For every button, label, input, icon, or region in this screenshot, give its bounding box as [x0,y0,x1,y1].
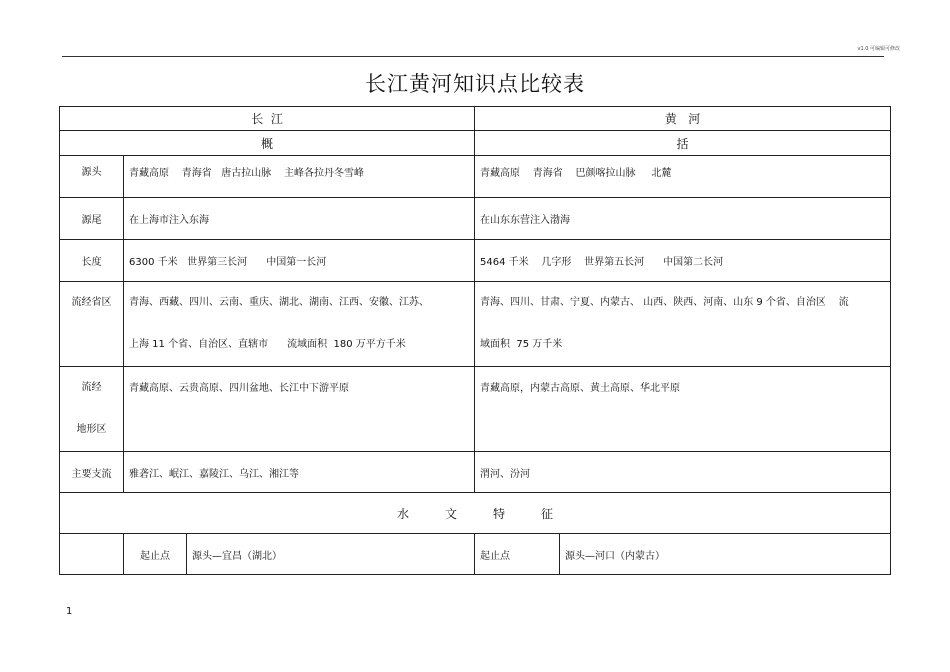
page-number: 1 [66,606,73,617]
section-hydro-row [60,493,891,534]
hh-hydro-value: 源头—河口（内蒙古） [560,534,891,575]
row-label-provinces: 流经省区 [60,282,124,367]
hydro-empty-cell [60,534,124,575]
row-label-terrain-line1: 流经 [81,382,102,393]
hh-provinces [475,282,891,367]
cj-provinces-line2: 上海 11 个省、自治区、直辖市 流域面积 180 万平方千米 [129,339,406,350]
comparison-table [59,106,891,575]
section-overview-left: 概 [60,131,475,156]
table-row [60,198,891,240]
cj-mouth: 在上海市注入东海 [124,198,475,240]
cj-length: 6300 千米 世界第三长河 中国第一长河 [124,240,475,282]
hh-source: 青藏高原 青海省 巴颜喀拉山脉 北麓 [475,156,891,198]
cj-terrain: 青藏高原、云贵高原、四川盆地、长江中下游平原 [124,367,475,452]
row-label-tributaries: 主要支流 [60,452,124,493]
table-row [60,452,891,493]
row-label-terrain [60,367,124,452]
hh-tributaries: 渭河、汾河 [475,452,891,493]
hh-provinces-line1: 青海、四川、甘肃、宁夏、内蒙古、 山西、陕西、河南、山东 9 个省、自治区 流 [480,297,849,308]
header-note: v1.0 可编辑可修改 [857,46,900,52]
section-overview-row [60,131,891,156]
hh-provinces-line2: 域面积 75 万千米 [480,339,563,350]
table-row [60,240,891,282]
row-label-mouth: 源尾 [60,198,124,240]
cj-tributaries: 雅砻江、岷江、嘉陵江、乌江、湘江等 [124,452,475,493]
table-header-row [60,107,891,131]
cj-provinces-line1: 青海、西藏、四川、云南、重庆、湖北、湖南、江西、安徽、江苏、 [129,297,429,308]
cj-provinces [124,282,475,367]
cj-hydro-label: 起止点 [124,534,187,575]
column-header-huanghe: 黄 河 [475,107,891,131]
page-title: 长江黄河知识点比较表 [365,72,585,96]
table-row [60,282,891,367]
section-hydro-title: 水 文 特 征 [60,493,891,534]
row-label-length: 长度 [60,240,124,282]
row-label-terrain-line2: 地形区 [76,424,107,435]
header-rule [62,56,884,57]
cj-hydro-value: 源头—宜昌（湖北） [187,534,475,575]
hh-hydro-label: 起止点 [475,534,560,575]
table-row [60,534,891,575]
cj-source: 青藏高原 青海省 唐古拉山脉 主峰各拉丹冬雪峰 [124,156,475,198]
hh-length: 5464 千米 几字形 世界第五长河 中国第二长河 [475,240,891,282]
table-row [60,367,891,452]
row-label-source: 源头 [60,156,124,198]
table-row [60,156,891,198]
hh-terrain: 青藏高原，内蒙古高原、黄土高原、华北平原 [475,367,891,452]
section-overview-right: 括 [475,131,891,156]
column-header-changjiang: 长 江 [60,107,475,131]
hh-mouth: 在山东东营注入渤海 [475,198,891,240]
